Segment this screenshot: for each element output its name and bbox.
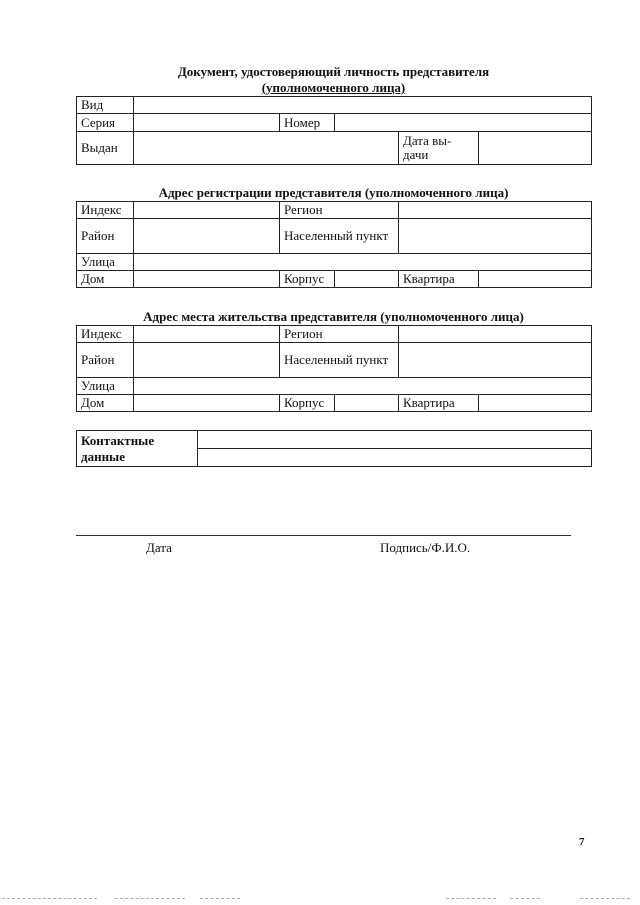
label-region: Регион [280, 326, 399, 343]
type-field[interactable] [134, 97, 592, 114]
label-house: Дом [77, 395, 134, 412]
region-field[interactable] [399, 202, 592, 219]
label-apartment: Квартира [399, 271, 479, 288]
house-field[interactable] [134, 271, 280, 288]
label-index: Индекс [77, 326, 134, 343]
label-building: Корпус [280, 395, 335, 412]
apartment-field[interactable] [479, 271, 592, 288]
label-house: Дом [77, 271, 134, 288]
scan-artifact [510, 898, 540, 899]
residence-section-title [76, 309, 591, 325]
table-row [77, 378, 592, 395]
registration-address-table [76, 201, 592, 288]
label-issue-date: Дата вы- дачи [399, 132, 479, 165]
district-field[interactable] [134, 219, 280, 254]
document-table [76, 96, 592, 165]
scan-artifact [446, 898, 496, 899]
table-row [77, 132, 592, 165]
date-label: Дата [146, 540, 172, 555]
index-field[interactable] [134, 326, 280, 343]
number-field[interactable] [335, 114, 592, 132]
label-street: Улица [77, 378, 134, 395]
settlement-field[interactable] [399, 219, 592, 254]
scan-artifact [2, 898, 97, 899]
label-type: Вид [77, 97, 134, 114]
building-field[interactable] [335, 395, 399, 412]
table-row [77, 271, 592, 288]
registration-section-title [76, 185, 591, 201]
contact-table [76, 430, 592, 467]
scan-artifact [200, 898, 240, 899]
label-series: Серия [77, 114, 134, 132]
label-street: Улица [77, 254, 134, 271]
label-district: Район [77, 343, 134, 378]
document-title-line1: Документ, удостоверяющий личность представителя [177, 64, 490, 79]
table-row [77, 431, 592, 449]
label-building: Корпус [280, 271, 335, 288]
page-number: 7 [579, 836, 585, 848]
issue-date-field[interactable] [479, 132, 592, 165]
label-district: Район [77, 219, 134, 254]
label-region: Регион [280, 202, 399, 219]
scan-artifact [580, 898, 630, 899]
label-settlement: Населенный пункт [280, 343, 399, 378]
table-row [77, 326, 592, 343]
table-row [77, 97, 592, 114]
residence-title-text: Адрес места жительства представителя (уполномоченного лица) [143, 309, 524, 324]
house-field[interactable] [134, 395, 280, 412]
building-field[interactable] [335, 271, 399, 288]
signature-line [76, 535, 571, 536]
contact-field-1[interactable] [198, 431, 592, 449]
label-apartment: Квартира [399, 395, 479, 412]
label-settlement: Населенный пункт [280, 219, 399, 254]
label-issued-by: Выдан [77, 132, 134, 165]
label-number: Номер [280, 114, 335, 132]
issued-by-field[interactable] [134, 132, 399, 165]
table-row [77, 114, 592, 132]
document-title-line2: (уполномоченного лица) [261, 80, 406, 95]
table-row [77, 343, 592, 378]
table-row [77, 202, 592, 219]
settlement-field[interactable] [399, 343, 592, 378]
table-row [77, 254, 592, 271]
label-contact: Контактные данные [77, 431, 198, 467]
registration-title-text: Адрес регистрации представителя (уполномоченного лица) [158, 185, 509, 200]
contact-field-2[interactable] [198, 449, 592, 467]
apartment-field[interactable] [479, 395, 592, 412]
region-field[interactable] [399, 326, 592, 343]
street-field[interactable] [134, 378, 592, 395]
residence-address-table [76, 325, 592, 412]
series-field[interactable] [134, 114, 280, 132]
table-row [77, 395, 592, 412]
district-field[interactable] [134, 343, 280, 378]
scan-artifact [115, 898, 185, 899]
document-section-title [76, 64, 591, 96]
index-field[interactable] [134, 202, 280, 219]
signature-label: Подпись/Ф.И.О. [380, 540, 471, 555]
label-index: Индекс [77, 202, 134, 219]
street-field[interactable] [134, 254, 592, 271]
table-row [77, 219, 592, 254]
